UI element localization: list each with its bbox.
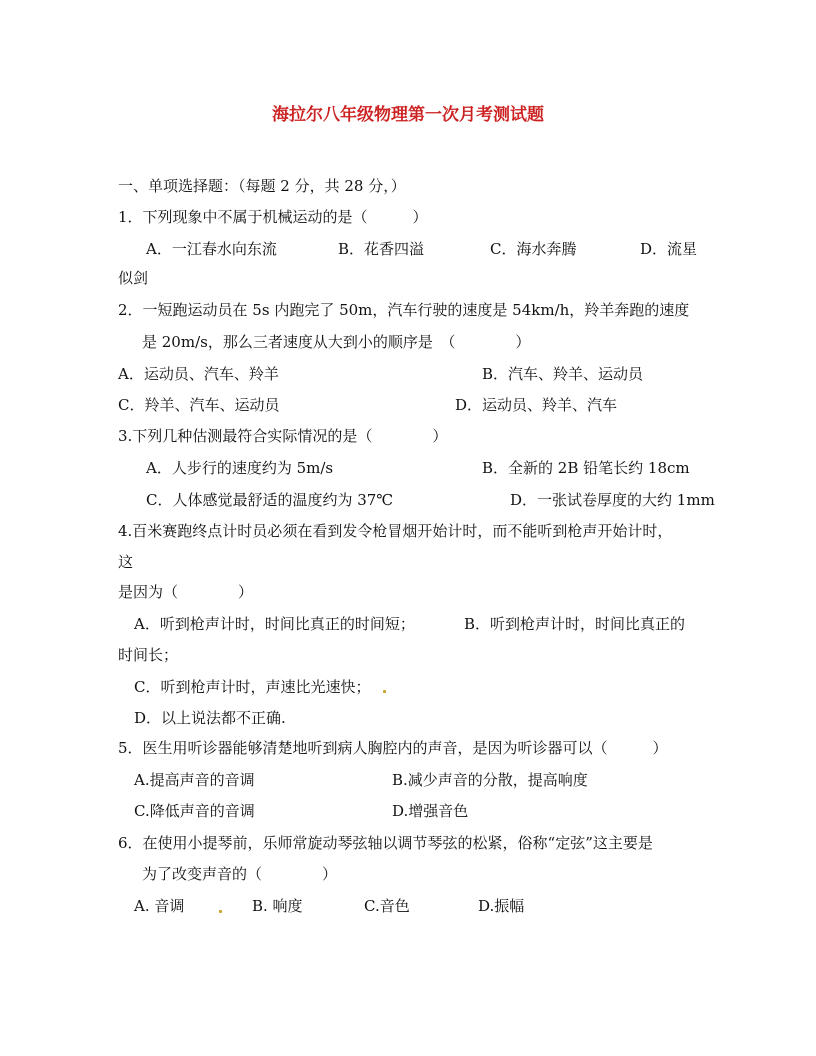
question-5-option-d: D.增强音色 (392, 802, 469, 820)
question-3-option-a: A．人步行的速度约为 5m/s (146, 459, 334, 477)
question-1-option-a: A．一江春水向东流 (146, 240, 277, 258)
question-1-option-c: C．海水奔腾 (490, 240, 577, 258)
question-2-stem-line-1: 2．一短跑运动员在 5s 内跑完了 50m，汽车行驶的速度是 54km/h，羚羊奔跑的速度 (118, 301, 690, 319)
question-5-option-a: A.提高声音的音调 (134, 771, 255, 789)
question-3-option-c: C．人体感觉最舒适的温度约为 37℃ (146, 491, 394, 509)
question-3-option-d: D．一张试卷厚度的大约 1mm (510, 491, 715, 509)
question-5-option-b: B.减少声音的分散，提高响度 (392, 771, 588, 789)
question-2-stem-line-2: 是 20m/s，那么三者速度从大到小的顺序是 （ ） (142, 333, 531, 351)
question-4-option-c: C．听到枪声计时，声速比光速快； (134, 678, 371, 696)
question-6-option-d: D.振幅 (478, 897, 525, 915)
question-4-option-a: A．听到枪声计时，时间比真正的时间短； (134, 615, 415, 633)
question-1-continuation: 似剑 (118, 269, 149, 287)
question-4-option-d: D．以上说法都不正确. (134, 709, 286, 727)
question-2-option-c: C．羚羊、汽车、运动员 (118, 396, 280, 414)
question-4-stem-line-3: 是因为（ ） (118, 583, 254, 601)
question-6-stem-line-2: 为了改变声音的（ ） (142, 865, 338, 883)
question-6-option-b: B. 响度 (252, 897, 303, 915)
section-heading: 一、单项选择题：（每题 2 分，共 28 分，） (118, 177, 406, 195)
question-6-option-c: C.音色 (364, 897, 410, 915)
decorative-dot (219, 910, 222, 913)
question-6-option-a: A. 音调 (134, 897, 185, 915)
page-title: 海拉尔八年级物理第一次月考测试题 (272, 105, 544, 125)
question-2-option-a: A．运动员、汽车、羚羊 (118, 365, 279, 383)
question-4-option-b: B．听到枪声计时，时间比真正的 (464, 615, 686, 633)
question-4-continuation: 时间长； (118, 646, 179, 664)
question-4-stem-line-1: 4.百米赛跑终点计时员必须在看到发令枪冒烟开始计时，而不能听到枪声开始计时， (118, 522, 673, 540)
question-1-option-b: B．花香四溢 (338, 240, 425, 258)
question-3-option-b: B．全新的 2B 铅笔长约 18cm (482, 459, 690, 477)
question-1-stem: 1．下列现象中不属于机械运动的是（ ） (118, 208, 428, 226)
question-5-stem: 5．医生用听诊器能够清楚地听到病人胸腔内的声音，是因为听诊器可以（ ） (118, 739, 668, 757)
question-2-option-b: B．汽车、羚羊、运动员 (482, 365, 644, 383)
question-3-stem: 3.下列几种估测最符合实际情况的是（ ） (118, 427, 448, 445)
question-6-stem-line-1: 6．在使用小提琴前，乐师常旋动琴弦轴以调节琴弦的松紧，俗称“定弦”这主要是 (118, 834, 653, 852)
decorative-dot (383, 690, 386, 693)
question-5-option-c: C.降低声音的音调 (134, 802, 255, 820)
question-2-option-d: D．运动员、羚羊、汽车 (455, 396, 618, 414)
question-1-option-d: D．流星 (640, 240, 698, 258)
question-4-stem-line-2: 这 (118, 553, 134, 571)
